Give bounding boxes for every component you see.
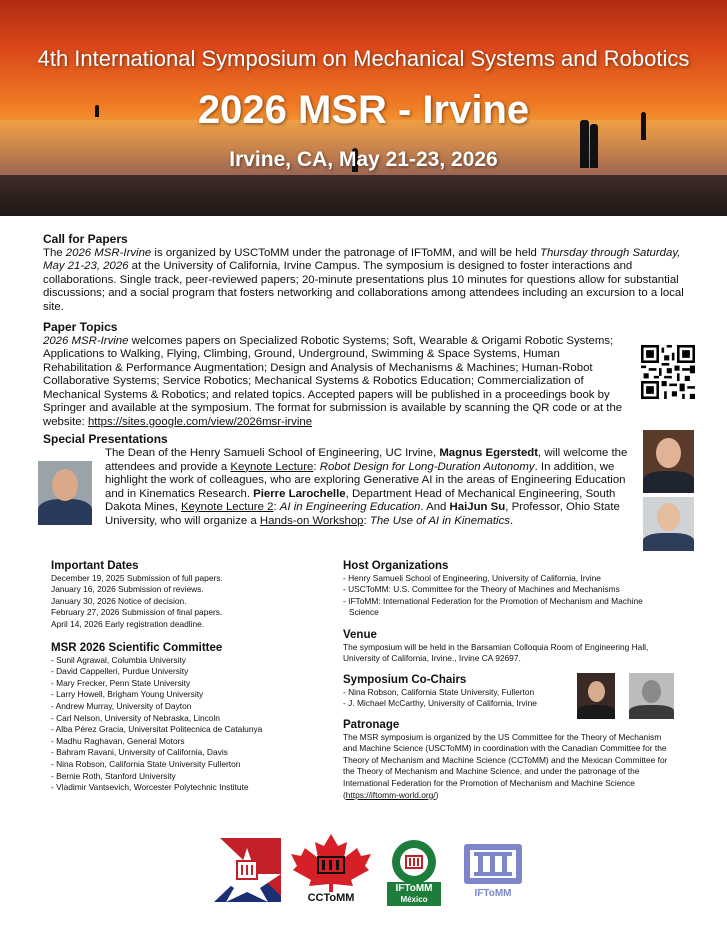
face-shape — [657, 503, 680, 531]
iftomm-mexico-logo — [383, 836, 445, 908]
usctomm-label: USCToMM — [237, 882, 257, 887]
page-title: 2026 MSR - Irvine — [197, 88, 530, 132]
egerstedt-photo — [38, 461, 92, 525]
robson-photo — [577, 673, 615, 719]
committee-list — [51, 655, 331, 794]
text-span: : — [363, 514, 370, 527]
list-item: - Henry Samueli School of Engineering, University of California, Irvine — [343, 572, 601, 583]
clothing-shape — [629, 705, 674, 719]
text-span: The Dean of the Henry Samueli School of Engineering, UC Irvine, — [105, 447, 440, 459]
text-span: The — [43, 246, 66, 259]
symposium-subtitle: 4th International Symposium on Mechanical Systems and Robotics — [37, 46, 690, 71]
venue-section — [343, 630, 678, 665]
section-heading: Venue — [343, 629, 377, 641]
list-item: - Nina Robson, California State University, Fullerton — [343, 686, 535, 697]
iftomm-logo — [460, 840, 526, 902]
list-item: - J. Michael McCarthy, University of California, Irvine — [343, 698, 537, 709]
section-heading: Important Dates — [51, 560, 139, 572]
list-item: - Carl Nelson, University of Nebraska, Lincoln — [51, 712, 220, 723]
cochairs-section — [343, 675, 573, 710]
iftomm-mexico-label-2: México — [400, 895, 428, 904]
list-item: - Vladimir Vantsevich, Worcester Polytechnic Institute — [51, 782, 249, 793]
clothing-shape — [577, 705, 615, 719]
section-heading: Patronage — [343, 719, 400, 731]
text-span: , Professor, Ohio State University, who will organize a — [105, 501, 620, 527]
text-span: at the University of California, Irvine Campus. The symposium is designed to foster interactions and collaborations. Single track, peer-reviewed papers; 20-minute presentations plus 10 minutes for questions allow for substantial discussions; and a social program that fosters networking and collaborations among attendees including an excursion to a local site. — [43, 260, 684, 313]
cochairs-list — [343, 687, 573, 710]
maple-leaf-icon — [291, 834, 371, 892]
face-shape — [52, 469, 78, 501]
text-span: The MSR symposium is organized by the US Committee for the Theory of Mechanism and Machine Science (USCToMM) in coordination with the Canadian Committee for the Theory of Mechanism and Machine Science (CCToMM) and the Mexican Committee for the Theory of Mechanism and Machine Science, and under the patronage of the International Federation for the Promotion of Mechanism and Machine Science ( — [343, 731, 668, 800]
event-location-date: Irvine, CA, May 21-23, 2026 — [229, 148, 498, 171]
patronage-section — [343, 720, 673, 801]
list-item: - Bahram Ravani, University of California, Davis — [51, 747, 228, 758]
text-span: AI in Engineering Education — [279, 501, 421, 513]
committee-section — [51, 643, 331, 794]
special-presentations-paragraph — [105, 447, 632, 528]
important-dates-section — [51, 561, 321, 631]
workshop-link[interactable]: Hands-on Workshop — [259, 514, 364, 527]
qr-code-icon — [641, 345, 695, 399]
iftomm-label: IFToMM — [474, 888, 512, 899]
section-heading: Symposium Co-Chairs — [343, 674, 467, 686]
special-presentations-text — [105, 447, 632, 528]
section-heading: MSR 2026 Scientific Committee — [51, 642, 223, 654]
text-span: Magnus Egerstedt — [439, 447, 539, 459]
text-span: is organized by USCToMM under the patronage of IFToMM, and will be held — [151, 246, 541, 259]
host-list — [343, 573, 673, 619]
section-heading: Call for Papers — [43, 232, 128, 246]
call-for-papers-section — [43, 233, 703, 314]
text-span: 2026 MSR-Irvine — [65, 246, 152, 259]
larochelle-photo — [643, 430, 694, 493]
list-item: February 27, 2026 Submission of final papers. — [51, 607, 223, 618]
beach-image — [0, 175, 727, 216]
list-item: January 30, 2026 Notice of decision. — [51, 595, 187, 606]
section-heading: Host Organizations — [343, 560, 449, 572]
patronage-text — [343, 732, 673, 802]
iftomm-logo-icon — [460, 840, 526, 888]
list-item: January 16, 2026 Submission of reviews. — [51, 584, 204, 595]
iftomm-link[interactable]: https://iftomm-world.org/ — [345, 789, 436, 800]
suit-shape — [38, 499, 92, 525]
text-span: , will welcome the attendees and provide a — [105, 447, 628, 473]
list-item: - IFToMM: International Federation for the Promotion of Mechanism and Machine Science — [343, 595, 643, 618]
face-shape — [642, 680, 661, 703]
text-span: 2026 MSR-Irvine — [43, 334, 129, 347]
list-item: - Larry Howell, Brigham Young University — [51, 689, 204, 700]
cctomm-label: CCToMM — [307, 892, 355, 904]
venue-text: The symposium will be held in the Barsamian Colloquia Room of Engineering Hall, University of California, Irvine., Irvine CA 92697. — [343, 641, 649, 664]
list-item: - Bernie Roth, Stanford University — [51, 770, 176, 781]
section-heading: Special Presentations — [43, 432, 168, 446]
text-span: Pierre Larochelle — [253, 487, 346, 500]
list-item: - Nina Robson, California State University Fullerton — [51, 758, 241, 769]
list-item: - Mary Frecker, Penn State University — [51, 677, 191, 688]
cctomm-logo — [291, 834, 371, 906]
section-heading: Paper Topics — [43, 320, 118, 334]
list-item: - David Cappelleri, Purdue University — [51, 666, 189, 677]
iftomm-mexico-label-1: IFToMM — [395, 883, 433, 894]
usctomm-logo — [214, 838, 281, 902]
text-span: Robot Design for Long-Duration Autonomy — [319, 460, 535, 473]
text-span: The Use of AI in Kinematics — [369, 514, 510, 527]
text-span: ) — [435, 789, 439, 800]
usctomm-logo-icon — [214, 838, 281, 902]
list-item: - Madhu Raghavan, General Motors — [51, 735, 185, 746]
list-item: - USCToMM: U.S. Committee for the Theory of Machines and Mechanisms — [343, 584, 620, 595]
dates-list — [51, 573, 321, 631]
text-span: HaiJun Su — [449, 501, 506, 513]
text-span: . In addition, we highlight the work of colleagues, who are exploring Generative AI in the areas of Engineering Education and in Kinematics Research. — [105, 460, 626, 500]
face-shape — [656, 438, 681, 468]
text-span: : — [313, 460, 320, 473]
text-span: . — [509, 514, 514, 527]
su-photo — [643, 497, 694, 551]
text-span: : — [273, 501, 280, 513]
text-span: . And — [420, 501, 450, 513]
mccarthy-photo — [629, 673, 674, 719]
text-span: , Department Head of Mechanical Engineering, South Dakota Mines, — [105, 487, 616, 513]
face-shape — [588, 681, 605, 702]
text-span: Thursday through Saturday, May 21-23, 2026 — [43, 246, 681, 272]
paper-topics-section — [43, 321, 628, 429]
keynote-link[interactable]: Keynote Lecture — [230, 460, 314, 473]
text-span: welcomes papers on Specialized Robotic Systems; Soft, Wearable & Origami Robotic Systems; Applications to Walking, Flying, Climbing, Ground, Underground, Swimming & Space Systems, Human Rehabilitation & Performance Augmentation; Design and Analysis of Mechanisms & Machines; Human-Robot Collaborative Systems; Service Robotics; Mechanical Systems & Robotics Education; Commercialization of Mechanical Systems & Robotics; and related topics. Accepted papers will be published in a proceedings book by Springer and available at the symposium. The format for submission is available by scanning the QR code or at the website: — [43, 334, 623, 428]
list-item: - Alba Pérez Gracia, Universitat Politecnica de Catalunya — [51, 724, 263, 735]
list-item: - Andrew Murray, University of Dayton — [51, 700, 192, 711]
shirt-shape — [643, 533, 694, 551]
suit-shape — [643, 471, 694, 493]
keynote-2-link[interactable]: Keynote Lecture 2 — [180, 501, 274, 513]
website-link[interactable]: https://sites.google.com/view/2026msr-irvine — [87, 415, 313, 428]
paper-topics-text — [43, 335, 628, 430]
list-item: April 14, 2026 Early registration deadline. — [51, 618, 205, 629]
special-presentations-heading-wrap — [43, 433, 703, 447]
call-for-papers-text — [43, 247, 703, 315]
host-organizations-section — [343, 561, 673, 619]
list-item: - Sunil Agrawal, Columbia University — [51, 654, 186, 665]
list-item: December 19, 2025 Submission of full papers. — [51, 572, 223, 583]
header-banner — [0, 0, 727, 216]
